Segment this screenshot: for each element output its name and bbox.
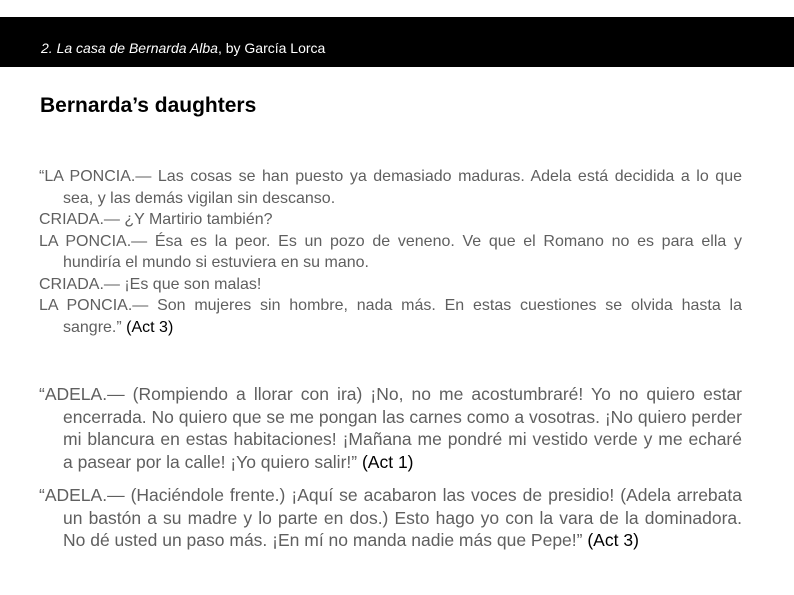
quote-act3-dialogue bbox=[39, 166, 742, 338]
dialogue-line: CRIADA.— ¿Y Martirio también? bbox=[39, 211, 273, 228]
dialogue-line: LA PONCIA.— Ésa es la peor. Es un pozo de veneno. Ve que el Romano no es para ella y hundiría el mundo si estuviera en su mano. bbox=[39, 232, 742, 271]
play-title: 2. La casa de Bernarda Alba bbox=[41, 40, 218, 56]
dialogue-line: CRIADA.— ¡Es que son malas! bbox=[39, 275, 262, 293]
act-reference: (Act 3) bbox=[587, 530, 639, 550]
dialogue-line bbox=[39, 295, 742, 338]
quote-adela-act1 bbox=[39, 383, 742, 473]
header-bar bbox=[0, 17, 794, 67]
dialogue-line: “LA PONCIA.— Las cosas se han puesto ya demasiado maduras. Adela está decidida a lo que sea, y las demás vigilan sin descanso. bbox=[39, 168, 742, 207]
quote-paragraph bbox=[39, 484, 742, 552]
quote-text: “ADELA.— (Rompiendo a llorar con ira) ¡No, no me acostumbraré! Yo no quiero estar encerrada. No quiero que se me pongan las carnes como a vosotras. ¡No quiero perder mi blancura en estas habitaciones! ¡Mañana me pondré mi vestido verde y me echaré a pasear por la calle! ¡Yo quiero salir!” bbox=[39, 384, 742, 472]
quote-text: “ADELA.— (Haciéndole frente.) ¡Aquí se acabaron las voces de presidio! (Adela arrebata un bastón a su madre y lo parte en dos.) Esto hago yo con la vara de la dominadora. No dé usted un paso más. ¡En mí no manda nadie más que Pepe!” bbox=[39, 485, 742, 550]
act-reference: (Act 3) bbox=[126, 318, 174, 336]
dialogue-text: LA PONCIA.— Son mujeres sin hombre, nada más. En estas cuestiones se olvida hasta la sangre.” bbox=[39, 297, 742, 336]
quote-paragraph bbox=[39, 383, 742, 473]
author-credit: , by García Lorca bbox=[217, 40, 326, 56]
header-text bbox=[41, 40, 325, 56]
act-reference: (Act 1) bbox=[361, 451, 414, 472]
quote-adela-act3 bbox=[39, 484, 742, 552]
slide-heading: Bernarda’s daughters bbox=[40, 94, 257, 117]
